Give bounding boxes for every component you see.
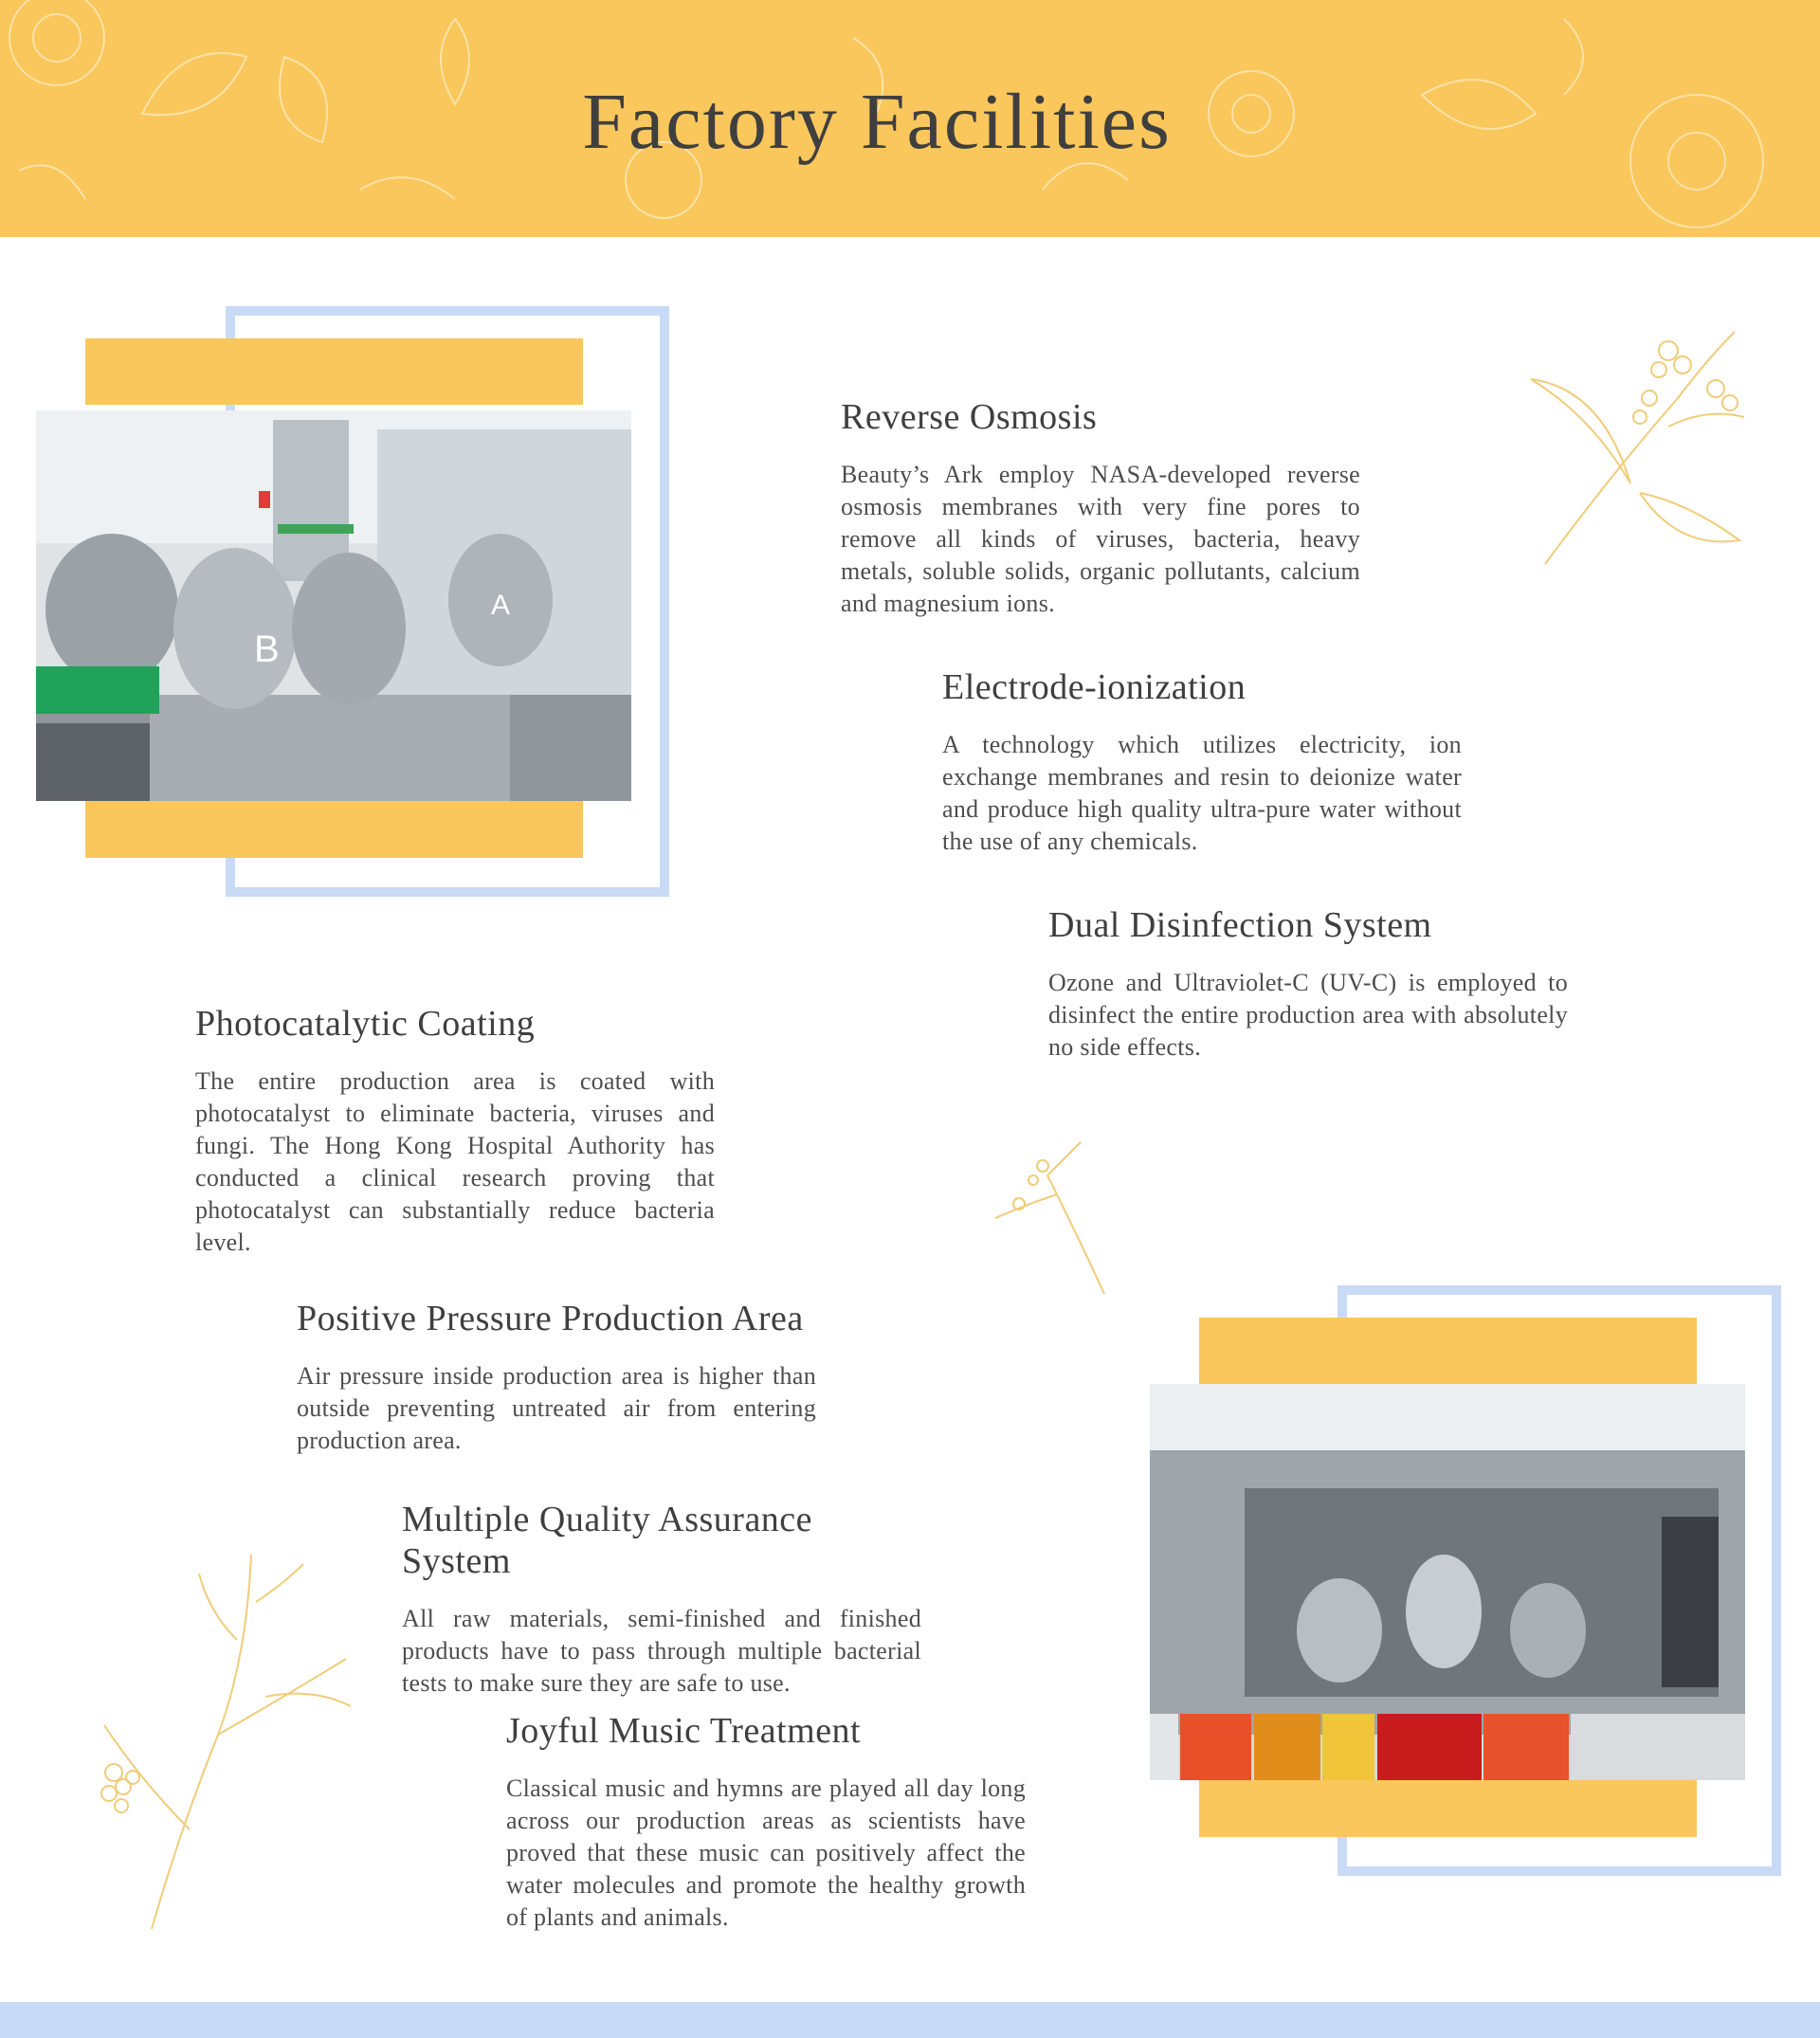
section-title: Positive Pressure Production Area [297, 1299, 804, 1338]
footer-bar [0, 2002, 1820, 2038]
section-dual-disinfection [1048, 904, 1568, 1064]
factory-cleanroom-window-photo [1150, 1384, 1745, 1780]
section-title: Joyful Music Treatment [506, 1711, 862, 1751]
botanical-illustration-bottom-left [95, 1545, 360, 1934]
tank-label-b: B [254, 628, 280, 670]
section-title: Photocatalytic Coating [195, 1004, 536, 1044]
section-title: Electrode-ionization [942, 667, 1247, 707]
section-body: Ozone and Ultraviolet-C (UV-C) is employed to disinfect the entire production area with absolutely no side effects. [1048, 969, 1568, 1061]
header-banner [0, 0, 1820, 237]
section-body: The entire production area is coated with photocatalyst to eliminate bacteria, viruses and fungi. The Hong Kong Hospital Authority has conducted a clinical research proving that photocatalyst can substantially reduce bacteria level. [195, 1067, 715, 1256]
yellow-accent-bottom-lower [1199, 1778, 1697, 1837]
section-body: A technology which utilizes electricity, ion exchange membranes and resin to deionize water and produce high quality ultra-pure water without the use of any chemicals. [942, 731, 1462, 855]
section-joyful-music [506, 1710, 1026, 1934]
section-quality-assurance [402, 1499, 921, 1700]
section-body: All raw materials, semi-finished and finished products have to pass through multiple bacterial tests to make sure they are safe to use. [402, 1605, 921, 1697]
yellow-accent-top-upper [85, 338, 583, 405]
section-reverse-osmosis [841, 396, 1360, 620]
section-positive-pressure [297, 1298, 816, 1457]
botanical-illustration-center-sprig [991, 1137, 1114, 1299]
section-body: Beauty’s Ark employ NASA-developed reverse osmosis membranes with very fine pores to remove all kinds of viruses, bacteria, heavy metals, soluble solids, organic pollutants, calcium and magnesium ions. [841, 461, 1360, 617]
section-body: Air pressure inside production area is higher than outside preventing untreated air from entering production area. [297, 1362, 816, 1454]
section-title: Reverse Osmosis [841, 397, 1098, 437]
section-title: Multiple Quality Assurance System [402, 1500, 813, 1581]
botanical-illustration-top-right [1526, 313, 1754, 578]
tank-label-a: A [491, 590, 511, 621]
section-title: Dual Disinfection System [1048, 905, 1432, 945]
section-photocatalytic-coating [195, 1003, 715, 1259]
section-electrode-ionization [942, 666, 1462, 858]
page-title: Factory Facilities [582, 78, 1172, 166]
factory-mixing-tanks-photo [36, 410, 631, 801]
yellow-accent-top-lower [85, 799, 583, 858]
section-body: Classical music and hymns are played all day long across our production areas as scientists have proved that these music can positively affect the water molecules and promote the healthy growth of plants and animals. [506, 1774, 1026, 1931]
yellow-accent-bottom-upper [1199, 1318, 1697, 1384]
